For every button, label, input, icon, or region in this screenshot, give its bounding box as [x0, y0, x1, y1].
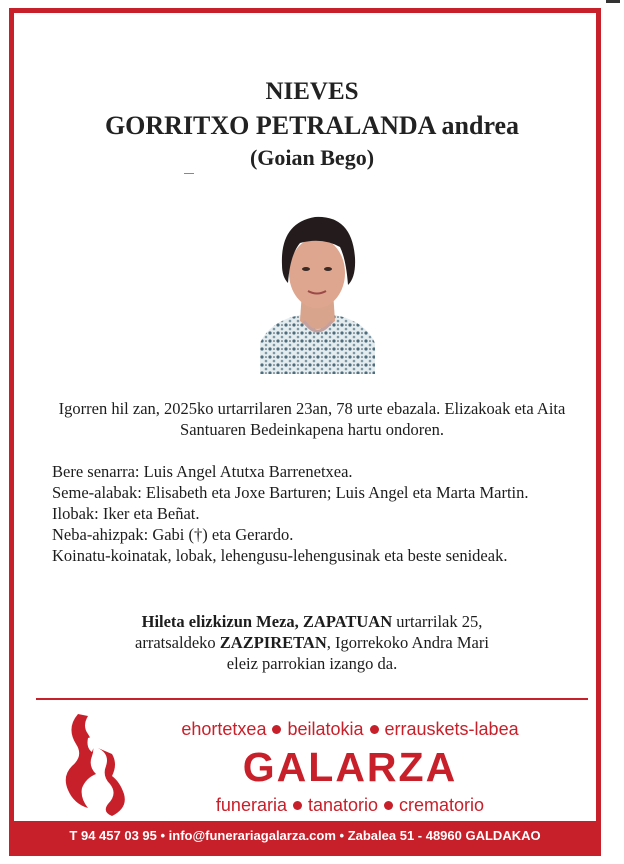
service-item: tanatorio: [307, 795, 379, 815]
service-item: beilatokia: [287, 719, 364, 739]
funeral-mass-day: Hileta elizkizun Meza, ZAPATUAN: [141, 612, 393, 631]
deceased-full-name: GORRITXO PETRALANDA andrea: [104, 111, 520, 140]
family-list: [52, 461, 572, 566]
service-item: ehortetxea: [181, 719, 267, 739]
funeral-time: ZAZPIRETAN: [219, 633, 327, 652]
service-item: errauskets-labea: [384, 719, 519, 739]
divider: [36, 698, 588, 700]
family-children: Seme-alabak: Elisabeth eta Joxe Barturen; Luis Angel eta Marta Martin.: [52, 483, 529, 502]
company-name: GALARZA: [242, 744, 458, 790]
death-announcement: Igorren hil zan, 2025ko urtarrilaren 23an, 78 urte ebazala. Elizakoak eta Aita Santuaren Bedeinkapena hartu ondoren.: [58, 399, 566, 439]
service-item: crematorio: [399, 795, 485, 815]
bullet-icon: [293, 801, 302, 810]
family-spouse: Bere senarra: Luis Angel Atutxa Barrenetxea.: [52, 462, 353, 481]
funeral-details: [40, 611, 584, 674]
funeral-date: urtarrilak 25,: [392, 612, 483, 631]
family-siblings: Neba-ahizpak: Gabi (†) eta Gerardo.: [52, 525, 294, 544]
bullet-icon: [384, 801, 393, 810]
bullet-icon: [370, 725, 379, 734]
funeral-place: , Igorrekoko Andra Mari: [326, 633, 489, 652]
services-basque: [140, 719, 560, 740]
family-grandchildren: Ilobak: Iker eta Beñat.: [52, 504, 200, 523]
contact-footer: T 94 457 03 95 • info@funerariagalarza.com • Zabalea 51 - 48960 GALDAKAO: [9, 821, 601, 851]
galarza-logo-icon: [58, 708, 132, 818]
services-spanish: [140, 795, 560, 816]
funeral-church: eleiz parrokian izango da.: [226, 654, 398, 673]
deceased-nickname: (Goian Bego): [249, 145, 375, 170]
scan-mark: [606, 0, 620, 3]
bullet-icon: [272, 725, 281, 734]
service-item: funeraria: [215, 795, 287, 815]
family-other-relatives: Koinatu-koinatak, lobak, lehengusu-lehengusinak eta beste senideak.: [52, 546, 508, 565]
portrait-photo: [260, 203, 375, 374]
scan-speck: [184, 173, 194, 174]
portrait-photo-icon: [260, 203, 375, 374]
deceased-first-name: NIEVES: [265, 78, 359, 105]
funeral-time-prefix: arratsaldeko: [135, 633, 220, 652]
